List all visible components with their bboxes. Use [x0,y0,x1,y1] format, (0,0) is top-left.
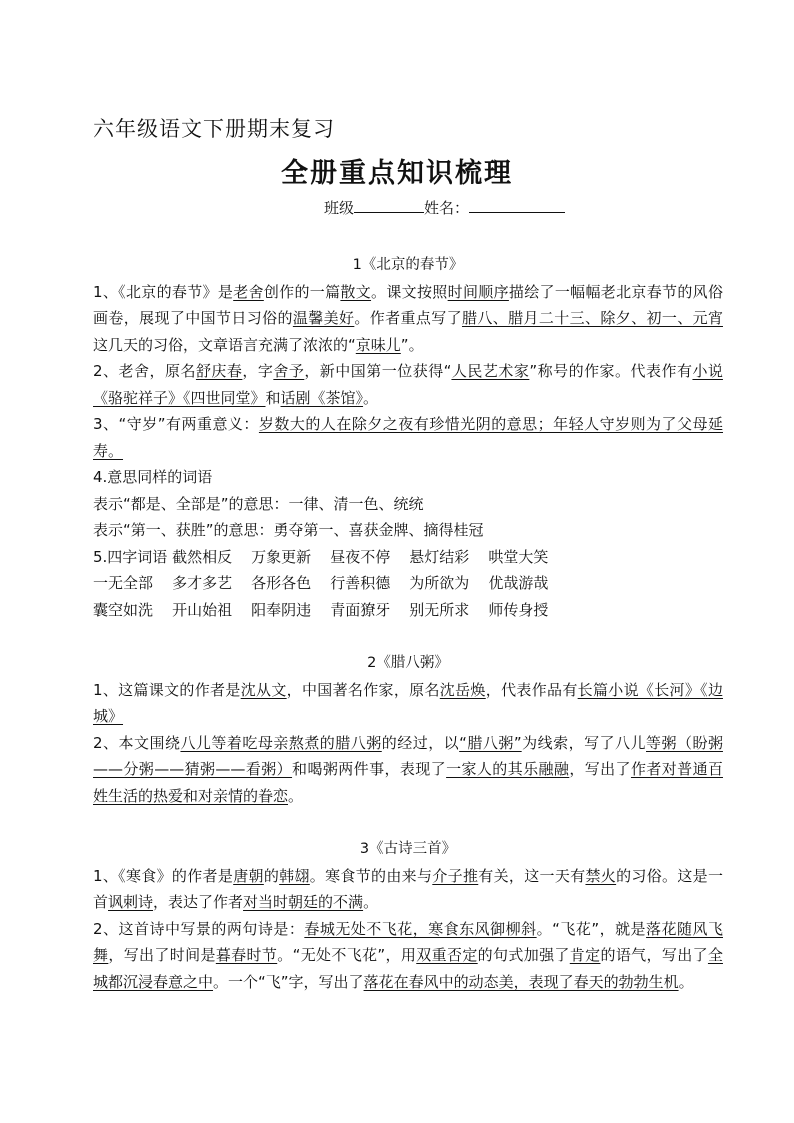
underlined-answer: 肯定 [569,946,601,964]
text-run: 为线索，写了八儿 [521,733,647,752]
text-run: 的 [263,866,280,885]
underlined-answer: 小说《骆驼祥子》《四世同堂》 [93,362,723,407]
text-run: 2、本文围绕 [93,733,181,752]
underlined-answer: 春城无处不飞花，寒食东风御柳斜 [304,919,537,938]
underlined-answer: 时间顺序 [447,282,509,301]
underlined-answer: 介子推 [432,866,479,885]
text-run: ，写出了 [569,760,631,778]
text-run: 。 [363,388,379,407]
underlined-answer: 话剧《茶馆》 [280,388,364,407]
section-gap [93,809,723,836]
underlined-answer: 一家人的其乐融融 [446,760,570,778]
text-run: ，写出了时间是 [108,946,216,964]
paragraph [93,279,723,359]
paragraph [93,677,723,730]
text-run: ，表达了作者 [153,893,244,911]
paragraph [93,730,723,810]
text-run: ，字 [242,362,274,380]
paragraph: 表示“都是、全部是”的意思：一律、清一色、统统 [93,494,424,513]
text-run: 。课文按照 [371,282,448,301]
paragraph: 表示“第一、获胜”的意思：勇夺第一、喜获金牌、摘得桂冠 [93,521,484,539]
text-run: 和 [265,388,281,407]
text-run: 这几天的习俗，文章语言充满了浓浓的“ [93,335,356,354]
text-run: 1、《北京的春节》是 [93,282,234,301]
document-body [93,252,723,995]
text-run: 。“飞花”，就是 [536,919,647,938]
underlined-answer: 全城都沉浸春意之中 [93,946,723,991]
text-run: 1、这篇课文的作者是 [93,680,241,699]
class-label: 班级 [324,199,355,217]
underlined-answer: 腊八、腊月二十三、除夕、初一、元宵 [461,309,723,327]
text-run: ，代表作品有 [485,680,578,699]
underlined-answer: 讽刺诗 [108,893,154,911]
underlined-answer: 岁数大的人在除夕之夜有珍惜光阴的意思；年轻人守岁则为了父母延寿。 [93,415,723,460]
paragraph [93,863,723,916]
text-run: 的经过，以 [381,733,460,752]
text-run: ，中国著名作家，原名 [286,680,440,699]
text-run: 和喝粥两件事，表现了 [292,760,447,778]
text-run: 的语气，写出了 [600,946,708,964]
text-run: 的习俗。这是一首 [93,866,723,911]
underlined-answer: 双重否定 [416,946,478,964]
idiom-row: 一无全部 多才多艺 各形各色 行善积德 为所欲为 优哉游哉 [93,574,549,592]
text-run: 。 [363,893,379,911]
underlined-answer: 散文 [340,282,372,301]
idiom-row: 5.四字词语 截然相反 万象更新 昼夜不停 悬灯结彩 哄堂大笑 [93,547,549,566]
text-run: 创作的一篇 [263,282,341,301]
paragraph [93,411,723,464]
name-label: 姓名： [424,199,470,217]
text-run: 1、《寒食》的作者是 [93,866,234,885]
text-run: 。寒食节的由来与 [309,866,433,885]
underlined-answer: 作者对普通百姓生活的热爱和对亲情的眷恋 [93,760,723,805]
underlined-answer: 对当时朝廷的不满 [243,893,364,911]
paragraph [93,358,723,411]
section-title: 3《古诗三首》 [359,841,457,857]
text-run: 。 [288,786,304,805]
text-run: 。“无处不飞花”，用 [277,946,417,964]
text-run: 的句式加强了 [477,946,570,964]
underlined-answer: 唐朝 [233,866,264,885]
text-run: ”。 [400,335,424,354]
section-title: 1《北京的春节》 [352,257,464,273]
underlined-answer: 京味儿 [355,335,401,354]
text-run: 2、这首诗中写景的两句诗是： [93,919,305,938]
paragraph: 4.意思同样的词语 [93,468,213,486]
underlined-answer: 落花随风飞舞 [93,919,723,964]
section-title: 2《腊八粥》 [367,655,449,671]
underlined-answer: 八儿等着吃母亲熬煮的腊八粥 [180,733,382,752]
underlined-answer: 禁火 [585,866,617,885]
underlined-answer: 人民艺术家 [451,362,530,380]
text-run: 3、“守岁”有两重意义： [93,415,259,433]
underlined-answer: 温馨美好 [292,309,355,327]
text-run: ，新中国第一位获得“ [304,362,452,380]
text-run: ”称号的作家。代表作有 [529,362,693,380]
main-title: 全册重点知识梳理 [281,158,513,189]
underlined-answer: 沈从文 [240,680,287,699]
text-run: 。作者重点写了 [354,309,462,327]
text-run: 2、老舍，原名 [93,362,196,380]
underlined-answer: 韩翃 [279,866,310,885]
text-run: 有关，这一天有 [478,866,586,885]
class-blank [354,198,424,213]
paragraph [93,916,723,996]
underlined-answer: 老舍 [233,282,264,301]
underlined-answer: “腊八粥” [459,733,522,752]
class-name-line [324,197,565,218]
name-blank [469,198,565,213]
idiom-row: 囊空如洗 开山始祖 阳奉阴违 青面獠牙 别无所求 师传身授 [93,600,549,619]
text-run: 。一个“飞”字，写出了 [213,972,364,991]
grade-title: 六年级语文下册期末复习 [93,117,335,141]
underlined-answer: 舍予 [273,362,305,380]
underlined-answer: 等粥（盼粥——分粥——猜粥——看粥） [93,733,723,778]
underlined-answer: 长篇小说《长河》《边城》 [93,680,723,725]
text-run: 。 [678,972,694,991]
underlined-answer: 落花在春风中的动态美，表现了春天的勃勃生机 [363,972,679,991]
text-run: 描绘了一幅幅老北京春节的风俗画卷，展现了中国节日习俗的 [93,282,723,327]
underlined-answer: 暮春时节 [215,946,278,964]
underlined-answer: 沈岳焕 [439,680,486,699]
section-gap [93,623,723,650]
underlined-answer: 舒庆春 [195,362,243,380]
